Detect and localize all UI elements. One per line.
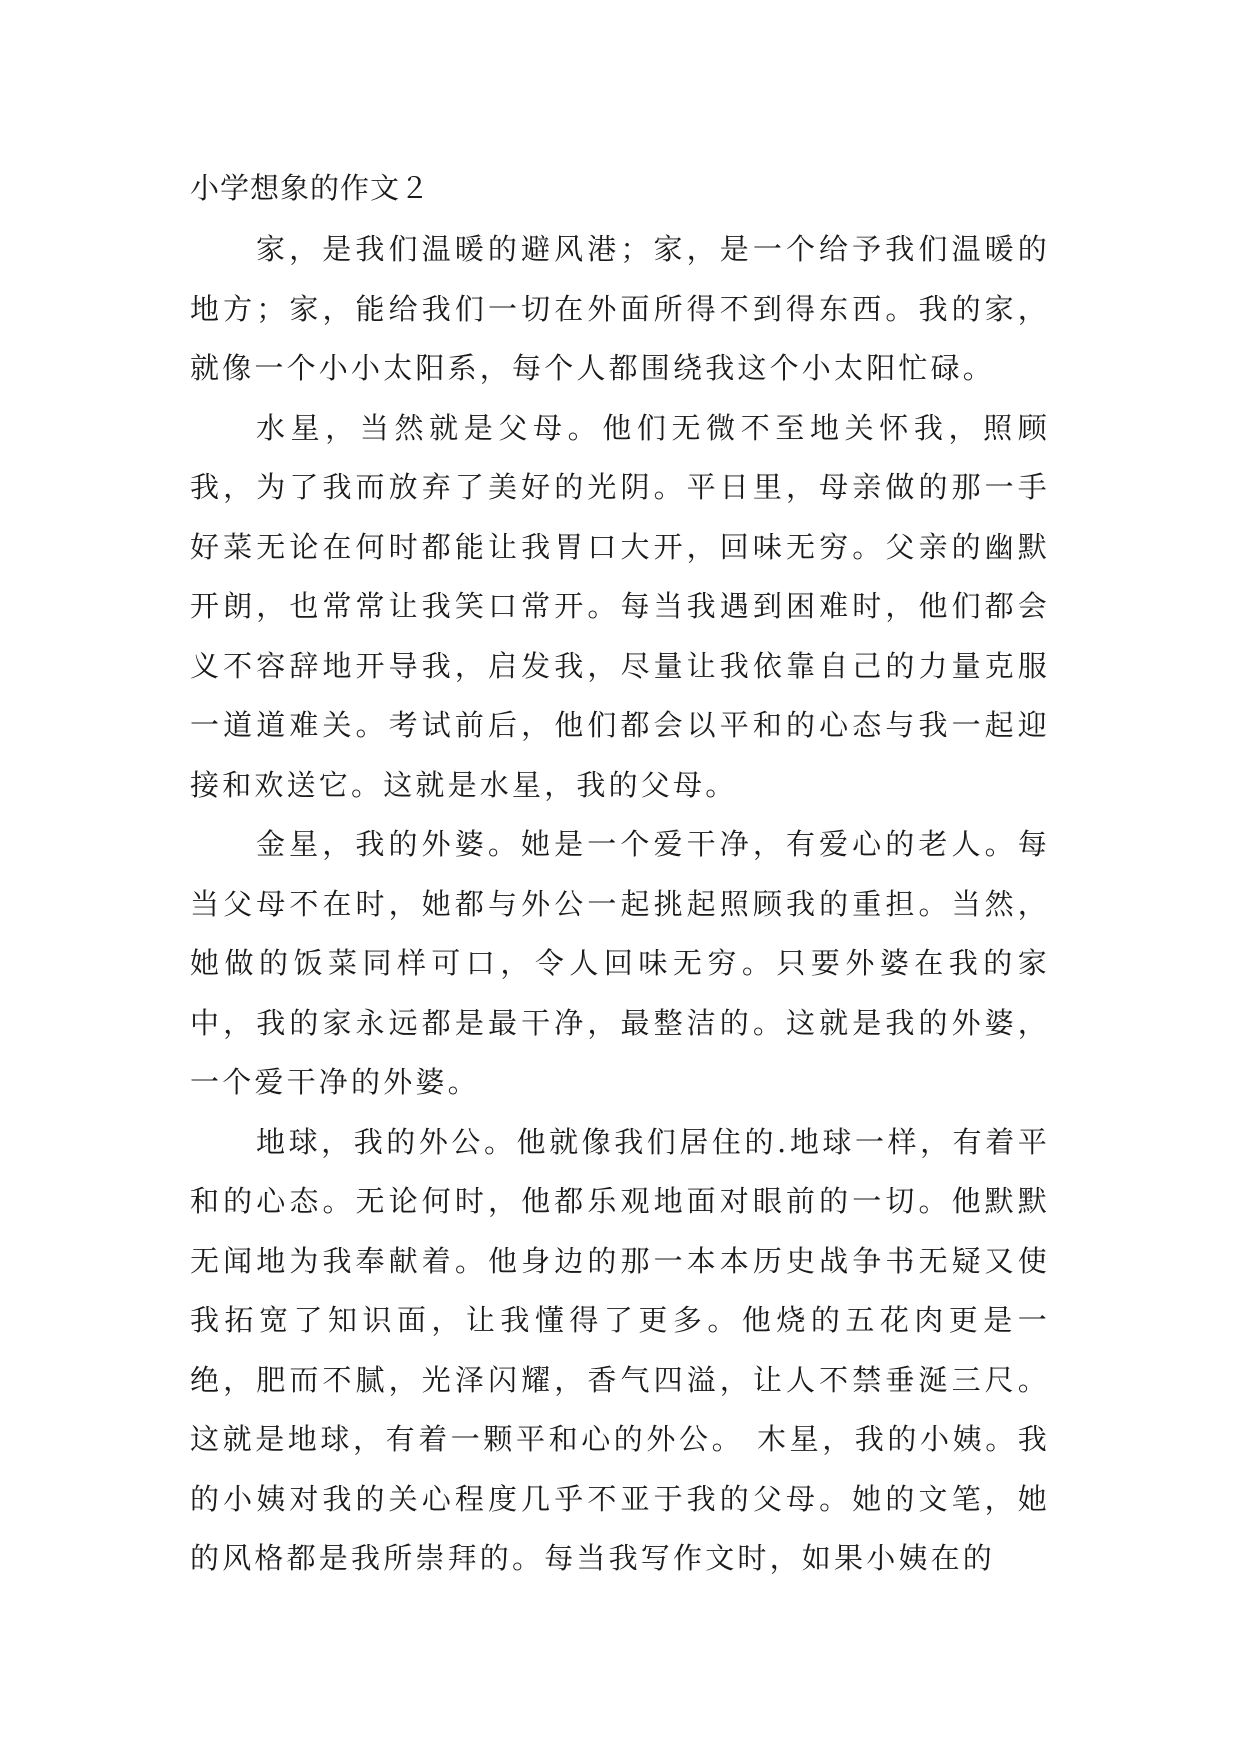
paragraph-earth: 地球，我的外公。他就像我们居住的.地球一样，有着平和的心态。无论何时，他都乐观地面对眼前的一切。他默默无闻地为我奉献着。他身边的那一本本历史战争书无疑又使我拓宽了知识面，让我懂得了更多。他烧的五花肉更是一绝，肥而不腻，光泽闪耀，香气四溢，让人不禁垂涎三尺。这就是地球，有着一颗平和心的外公。 木星，我的小姨。我的小姨对我的关心程度几乎不亚于我的父母。她的文笔，她的风格都是我所崇拜的。每当我写作文时，如果小姨在的 [190, 1124, 1050, 1575]
paragraph-intro: 家，是我们温暖的避风港；家，是一个给予我们温暖的地方；家，能给我们一切在外面所得不到得东西。我的家，就像一个小小太阳系，每个人都围绕我这个小太阳忙碌。 [190, 232, 1050, 385]
paragraph-mercury: 水星，当然就是父母。他们无微不至地关怀我，照顾我，为了我而放弃了美好的光阴。平日里，母亲做的那一手好菜无论在何时都能让我胃口大开，回味无穷。父亲的幽默开朗，也常常让我笑口常开。每当我遇到困难时，他们都会义不容辞地开导我，启发我，尽量让我依靠自己的力量克服一道道难关。考试前后，他们都会以平和的心态与我一起迎接和欢送它。这就是水星，我的父母。 [190, 410, 1050, 802]
document-body [190, 160, 1050, 1589]
document-title: 小学想象的作文２ [190, 171, 431, 205]
paragraph-venus: 金星，我的外婆。她是一个爱干净，有爱心的老人。每当父母不在时，她都与外公一起挑起照顾我的重担。当然，她做的饭菜同样可口，令人回味无穷。只要外婆在我的家中，我的家永远都是最干净，最整洁的。这就是我的外婆，一个爱干净的外婆。 [190, 827, 1050, 1099]
